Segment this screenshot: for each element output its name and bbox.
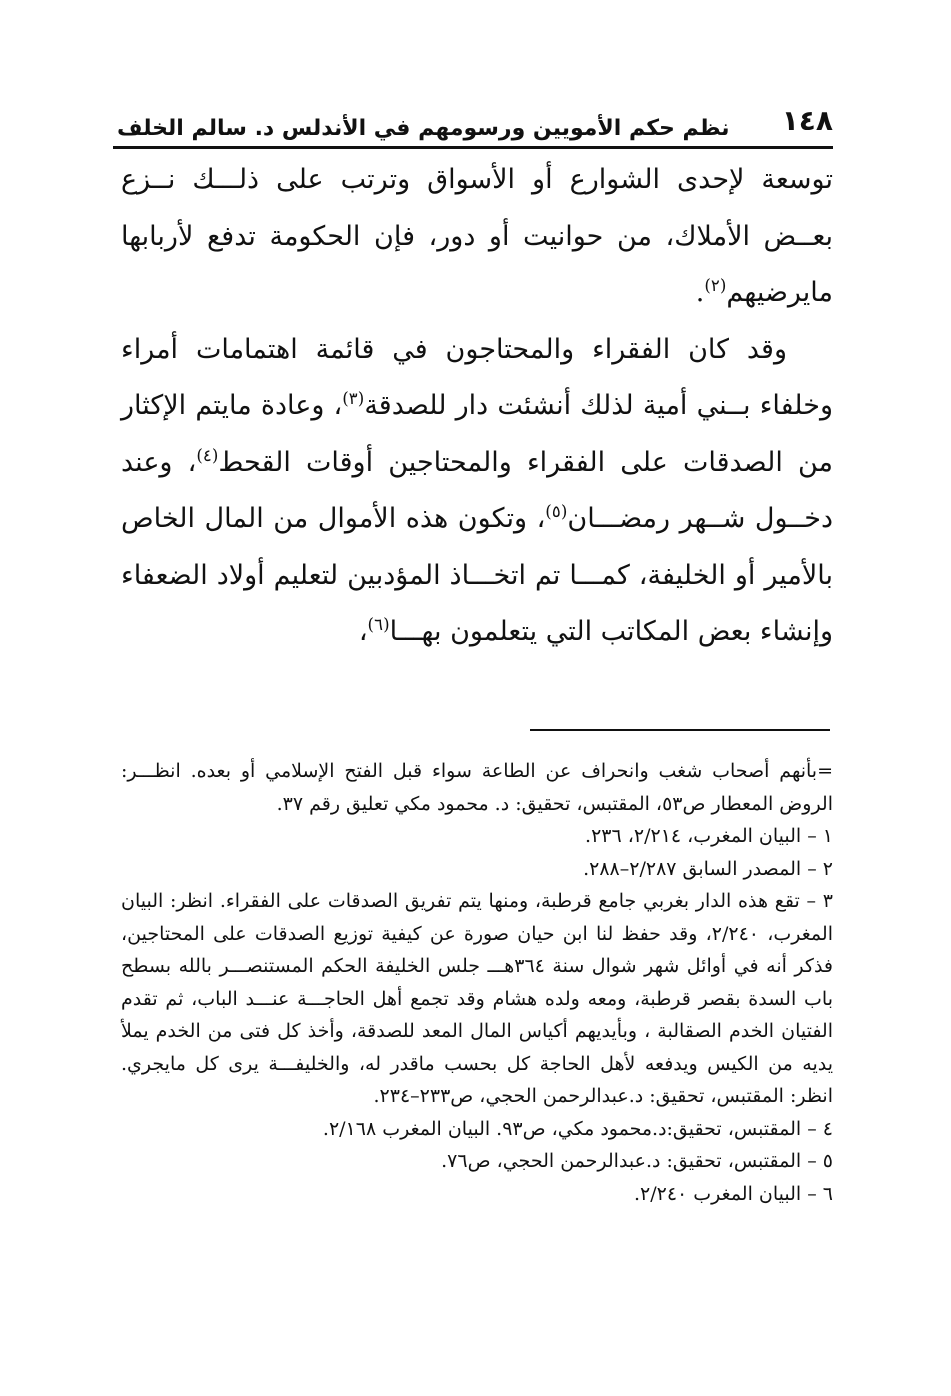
footnote-2: ٢ – المصدر السابق ٢/٢٨٧–٢٨٨. — [583, 857, 833, 880]
footnote-5: ٥ – المقتبس، تحقيق: د.عبدالرحمن الحجي، ص٧٦. — [441, 1150, 833, 1172]
page-number: ١٤٨ — [781, 104, 833, 137]
paragraph — [121, 322, 833, 661]
footnote-ref-5[interactable]: (٥) — [545, 501, 568, 521]
footnotes — [121, 755, 833, 1210]
footnote-6: ٦ – البيان المغرب ٢/٢٤٠. — [633, 1182, 833, 1205]
paragraph-text: توسعة لإحدى الشوارع أو الأسواق وترتب على ذلـــك نــزع بعــض الأملاك، من حوانيت أو دور، فإن الحكومة تدفع لأربابها مايرضيهم — [121, 164, 833, 308]
page-header — [117, 102, 833, 142]
paragraph-text: ، وعند دخــول شــهر رمضـــان — [121, 446, 833, 534]
paragraph-text: ، وعادة مايتم الإكثار من الصدقات على الفقراء والمحتاجين أوقات القحط — [121, 390, 833, 478]
paragraph — [121, 152, 833, 322]
footnote-ref-3[interactable]: (٣) — [342, 388, 365, 408]
footnote-ref-2[interactable]: (٢) — [704, 275, 727, 295]
footnote-continuation: =بأنهم أصحاب شغب وانحراف عن الطاعة سواء قبل الفتح الإسلامي أو بعده. انظـــر: الروض المعطار ص٥٣، المقتبس، تحقيق: د. محمود مكي تعليق رقم ٣٧. — [121, 760, 833, 815]
footnote-ref-6[interactable]: (٦) — [367, 614, 390, 634]
header-rule — [113, 146, 833, 149]
footnote-4: ٤ – المقتبس، تحقيق:د.محمود مكي، ص٩٣. البيان المغرب ٢/١٦٨. — [322, 1117, 833, 1140]
footnote-separator — [530, 729, 830, 731]
paragraph-end: . — [695, 277, 705, 308]
running-title: نظم حكم الأمويين ورسومهم في الأندلس د. سالم الخلف — [117, 116, 730, 141]
main-text — [121, 152, 833, 661]
paragraph-text: وقد كان الفقراء والمحتاجون في قائمة اهتمامات أمراء وخلفاء بــني أمية لذلك أنشئت دار للصدقة — [121, 333, 833, 421]
footnote-ref-4[interactable]: (٤) — [196, 444, 219, 465]
footnote-3: ٣ – تقع هذه الدار بغربي جامع قرطبة، ومنها يتم تفريق الصدقات على الفقراء. انظر: البيان المغرب، ٢/٢٤٠، وقد حفظ لنا ابن حيان صورة عن كيفية توزيع الصدقات على المحتاجين، فذكر أنه في أوائل شهر شوال سنة ٣٦٤هـــ جلس الخليفة الحكم المستنصـــر بالله بسطح باب السدة بقصر قرطبة، ومعه ولده هشام وقد تجمع أهل الحاجـــة عنـــد الباب، ثم تقدم الفتيان الخدم الصقالبة ، وبأيديهم أكياس المال المعد للصدقة، وأخذ كل فتى من الخدم يملأ يديه من الكيس ويدفعه لأهل الحاجة كل بحسب ماقدر له، والخليفـــة يرى كل مايجري. انظر: المقتبس، تحقيق: د.عبدالرحمن الحجي، ص٢٣٣–٢٣٤. — [121, 890, 833, 1107]
footnote-1: ١ – البيان المغرب، ٢/٢١٤، ٢٣٦. — [585, 825, 833, 847]
paragraph-text: ، وتكون هذه الأموال من المال الخاص بالأمير أو الخليفة، كمـــا تم اتخـــاذ المؤدبين لتعليم أولاد الضعفاء وإنشاء بعض المكاتب التي يتعلمون بهـــا — [121, 503, 833, 647]
paragraph-end: ، — [358, 616, 368, 647]
